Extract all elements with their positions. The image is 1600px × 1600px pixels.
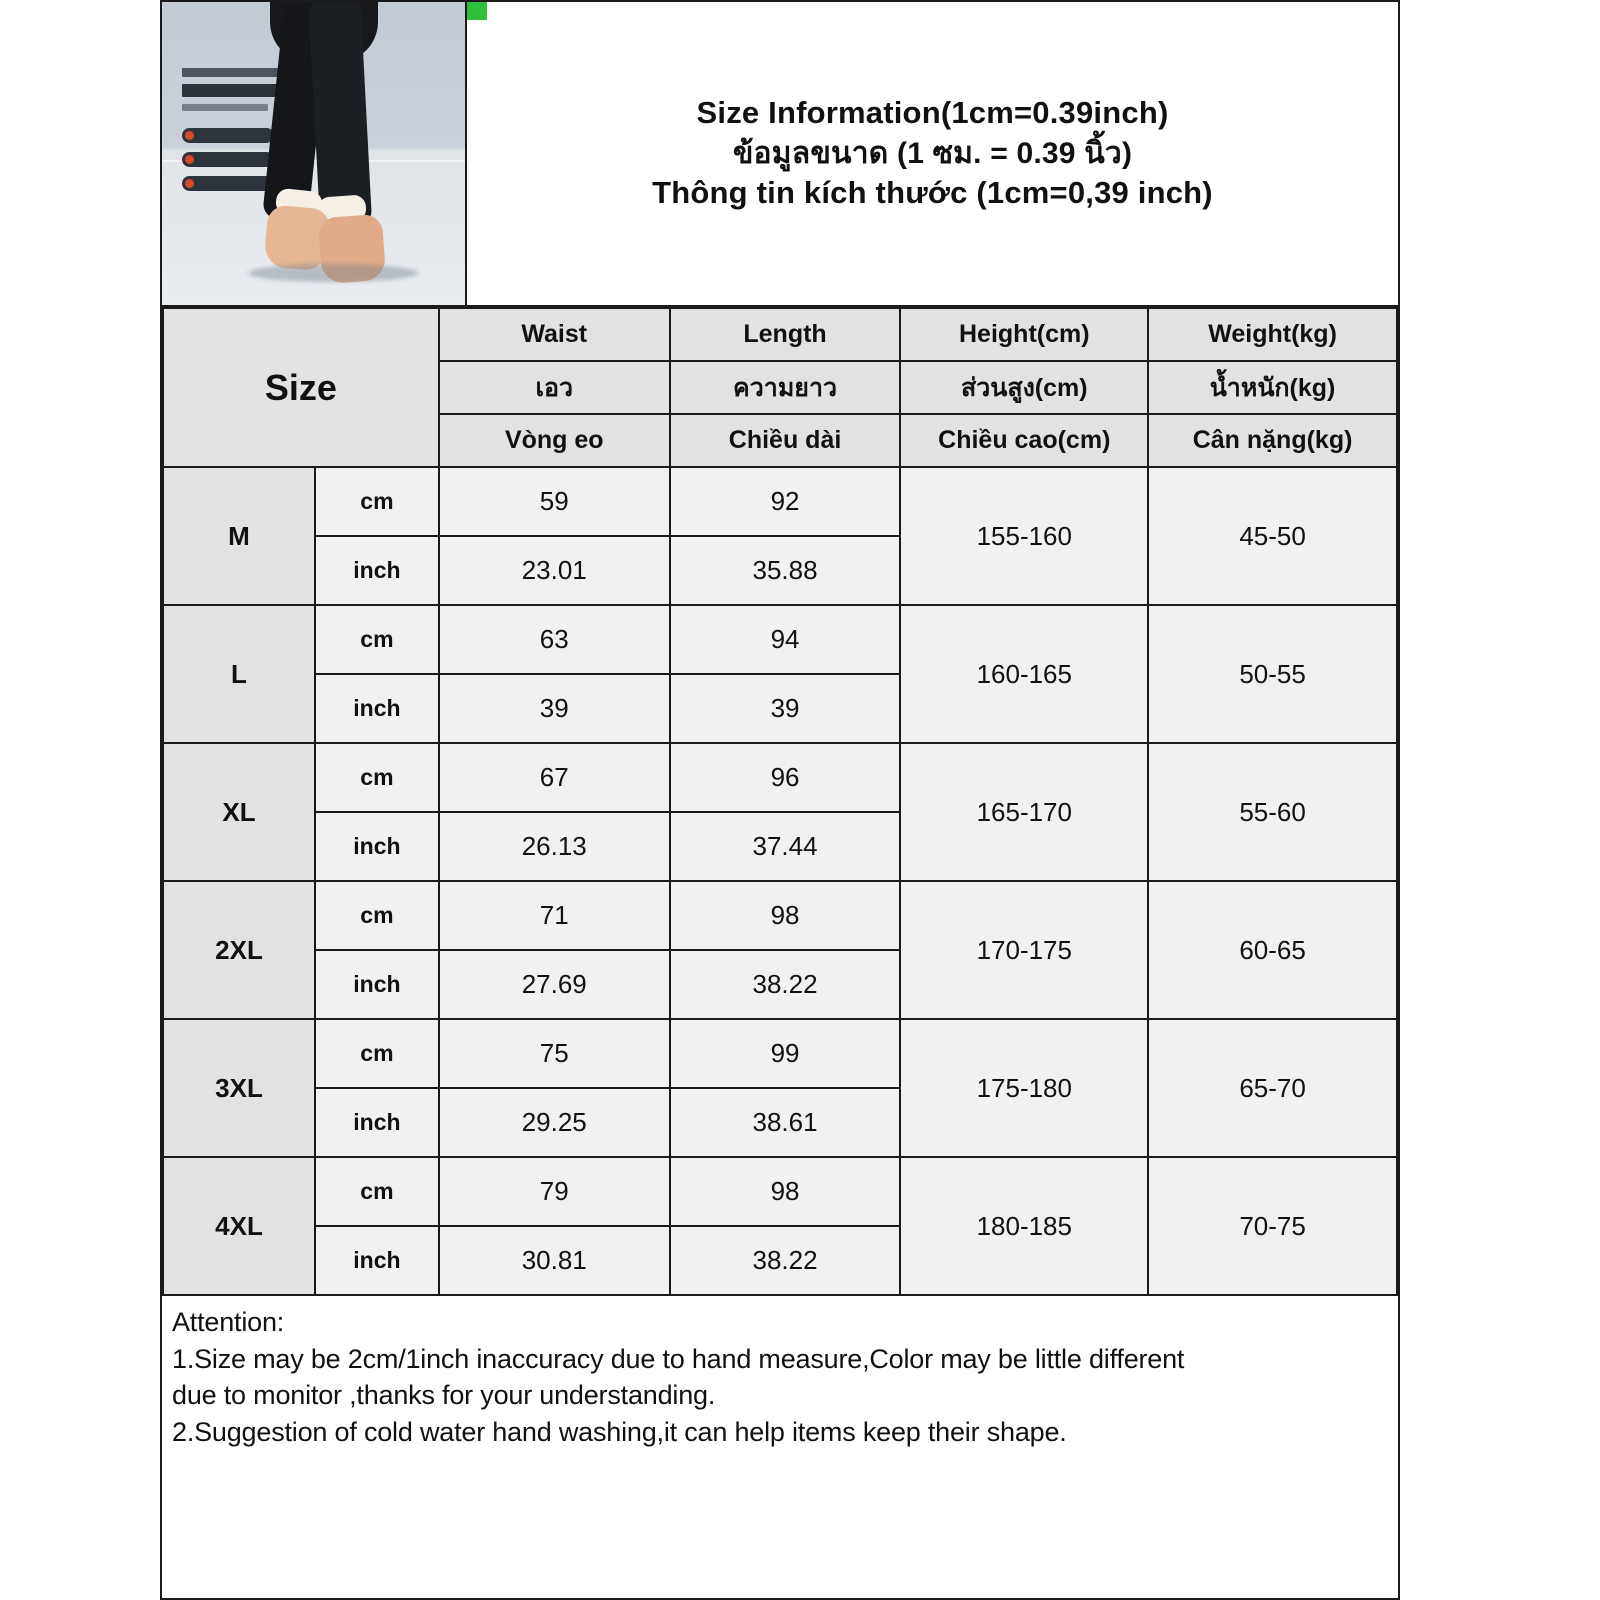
attention-line-3: 2.Suggestion of cold water hand washing,it can help items keep their shape.	[172, 1417, 1067, 1448]
cell-height: 160-165	[900, 605, 1148, 743]
header-length-en: Length	[670, 308, 901, 361]
title-line-vietnamese: Thông tin kích thước (1cm=0,39 inch)	[652, 175, 1213, 211]
cell-weight: 45-50	[1148, 467, 1397, 605]
cell-waist-cm: 67	[439, 743, 670, 812]
cell-waist-inch: 29.25	[439, 1088, 670, 1157]
unit-cm: cm	[315, 605, 439, 674]
cell-waist-cm: 59	[439, 467, 670, 536]
cell-length-cm: 96	[670, 743, 901, 812]
header-band	[162, 2, 1398, 307]
row-size-l: L	[163, 605, 315, 743]
size-chart-sheet	[160, 0, 1400, 1600]
cell-length-inch: 38.22	[670, 950, 901, 1019]
unit-cm: cm	[315, 881, 439, 950]
model-shadow	[248, 264, 418, 282]
cell-waist-cm: 75	[439, 1019, 670, 1088]
header-height-vi: Chiều cao(cm)	[900, 414, 1148, 467]
header-weight-en: Weight(kg)	[1148, 308, 1397, 361]
cell-length-inch: 39	[670, 674, 901, 743]
unit-inch: inch	[315, 1088, 439, 1157]
header-waist-vi: Vòng eo	[439, 414, 670, 467]
title-line-thai: ข้อมูลขนาด (1 ซม. = 0.39 นิ้ว)	[732, 136, 1133, 170]
photo-feature-badge-1	[182, 128, 274, 143]
cell-length-inch: 37.44	[670, 812, 901, 881]
size-table	[162, 307, 1398, 1296]
photo-feature-badge-2	[182, 152, 274, 167]
table-row	[163, 467, 1397, 536]
table-row	[163, 605, 1397, 674]
cell-length-cm: 94	[670, 605, 901, 674]
header-weight-th: น้ำหนัก(kg)	[1148, 361, 1397, 414]
row-size-m: M	[163, 467, 315, 605]
photo-caption-line-1	[182, 68, 290, 77]
table-row	[163, 1019, 1397, 1088]
cell-length-inch: 35.88	[670, 536, 901, 605]
title-line-english: Size Information(1cm=0.39inch)	[696, 94, 1169, 130]
product-photo	[162, 2, 465, 305]
cell-weight: 55-60	[1148, 743, 1397, 881]
unit-inch: inch	[315, 674, 439, 743]
cell-waist-cm: 71	[439, 881, 670, 950]
cell-weight: 65-70	[1148, 1019, 1397, 1157]
cell-height: 175-180	[900, 1019, 1148, 1157]
cell-height: 155-160	[900, 467, 1148, 605]
unit-cm: cm	[315, 1019, 439, 1088]
table-row	[163, 743, 1397, 812]
cell-height: 170-175	[900, 881, 1148, 1019]
cell-length-cm: 98	[670, 881, 901, 950]
photo-caption-line-3	[182, 104, 268, 111]
table-row	[163, 1157, 1397, 1226]
header-height-en: Height(cm)	[900, 308, 1148, 361]
cell-length-inch: 38.61	[670, 1088, 901, 1157]
title-cell	[467, 2, 1398, 305]
unit-inch: inch	[315, 536, 439, 605]
unit-inch: inch	[315, 812, 439, 881]
photo-feature-badge-3	[182, 176, 274, 191]
cell-waist-cm: 63	[439, 605, 670, 674]
cell-weight: 50-55	[1148, 605, 1397, 743]
cell-waist-inch: 23.01	[439, 536, 670, 605]
row-size-3xl: 3XL	[163, 1019, 315, 1157]
cell-weight: 60-65	[1148, 881, 1397, 1019]
cell-length-cm: 92	[670, 467, 901, 536]
unit-cm: cm	[315, 1157, 439, 1226]
header-length-vi: Chiều dài	[670, 414, 901, 467]
attention-line-1: 1.Size may be 2cm/1inch inaccuracy due to hand measure,Color may be little different	[172, 1343, 1185, 1374]
cell-length-cm: 98	[670, 1157, 901, 1226]
unit-cm: cm	[315, 467, 439, 536]
attention-line-2: due to monitor ,thanks for your understanding.	[172, 1380, 716, 1411]
table-header-row-en	[163, 308, 1397, 361]
cell-waist-inch: 30.81	[439, 1226, 670, 1295]
header-length-th: ความยาว	[670, 361, 901, 414]
unit-inch: inch	[315, 1226, 439, 1295]
row-size-4xl: 4XL	[163, 1157, 315, 1295]
cell-height: 180-185	[900, 1157, 1148, 1295]
attention-block	[162, 1296, 1398, 1451]
header-size: Size	[163, 308, 439, 467]
cell-length-cm: 99	[670, 1019, 901, 1088]
header-weight-vi: Cân nặng(kg)	[1148, 414, 1397, 467]
header-waist-th: เอว	[439, 361, 670, 414]
row-size-xl: XL	[163, 743, 315, 881]
unit-inch: inch	[315, 950, 439, 1019]
cell-height: 165-170	[900, 743, 1148, 881]
cell-waist-inch: 26.13	[439, 812, 670, 881]
cell-weight: 70-75	[1148, 1157, 1397, 1295]
cell-waist-inch: 39	[439, 674, 670, 743]
header-height-th: ส่วนสูง(cm)	[900, 361, 1148, 414]
cell-length-inch: 38.22	[670, 1226, 901, 1295]
header-waist-en: Waist	[439, 308, 670, 361]
cell-waist-inch: 27.69	[439, 950, 670, 1019]
unit-cm: cm	[315, 743, 439, 812]
row-size-2xl: 2XL	[163, 881, 315, 1019]
product-photo-cell	[162, 2, 467, 305]
table-row	[163, 881, 1397, 950]
cell-waist-cm: 79	[439, 1157, 670, 1226]
green-corner-marker-icon	[467, 2, 487, 20]
attention-heading: Attention:	[172, 1307, 285, 1337]
